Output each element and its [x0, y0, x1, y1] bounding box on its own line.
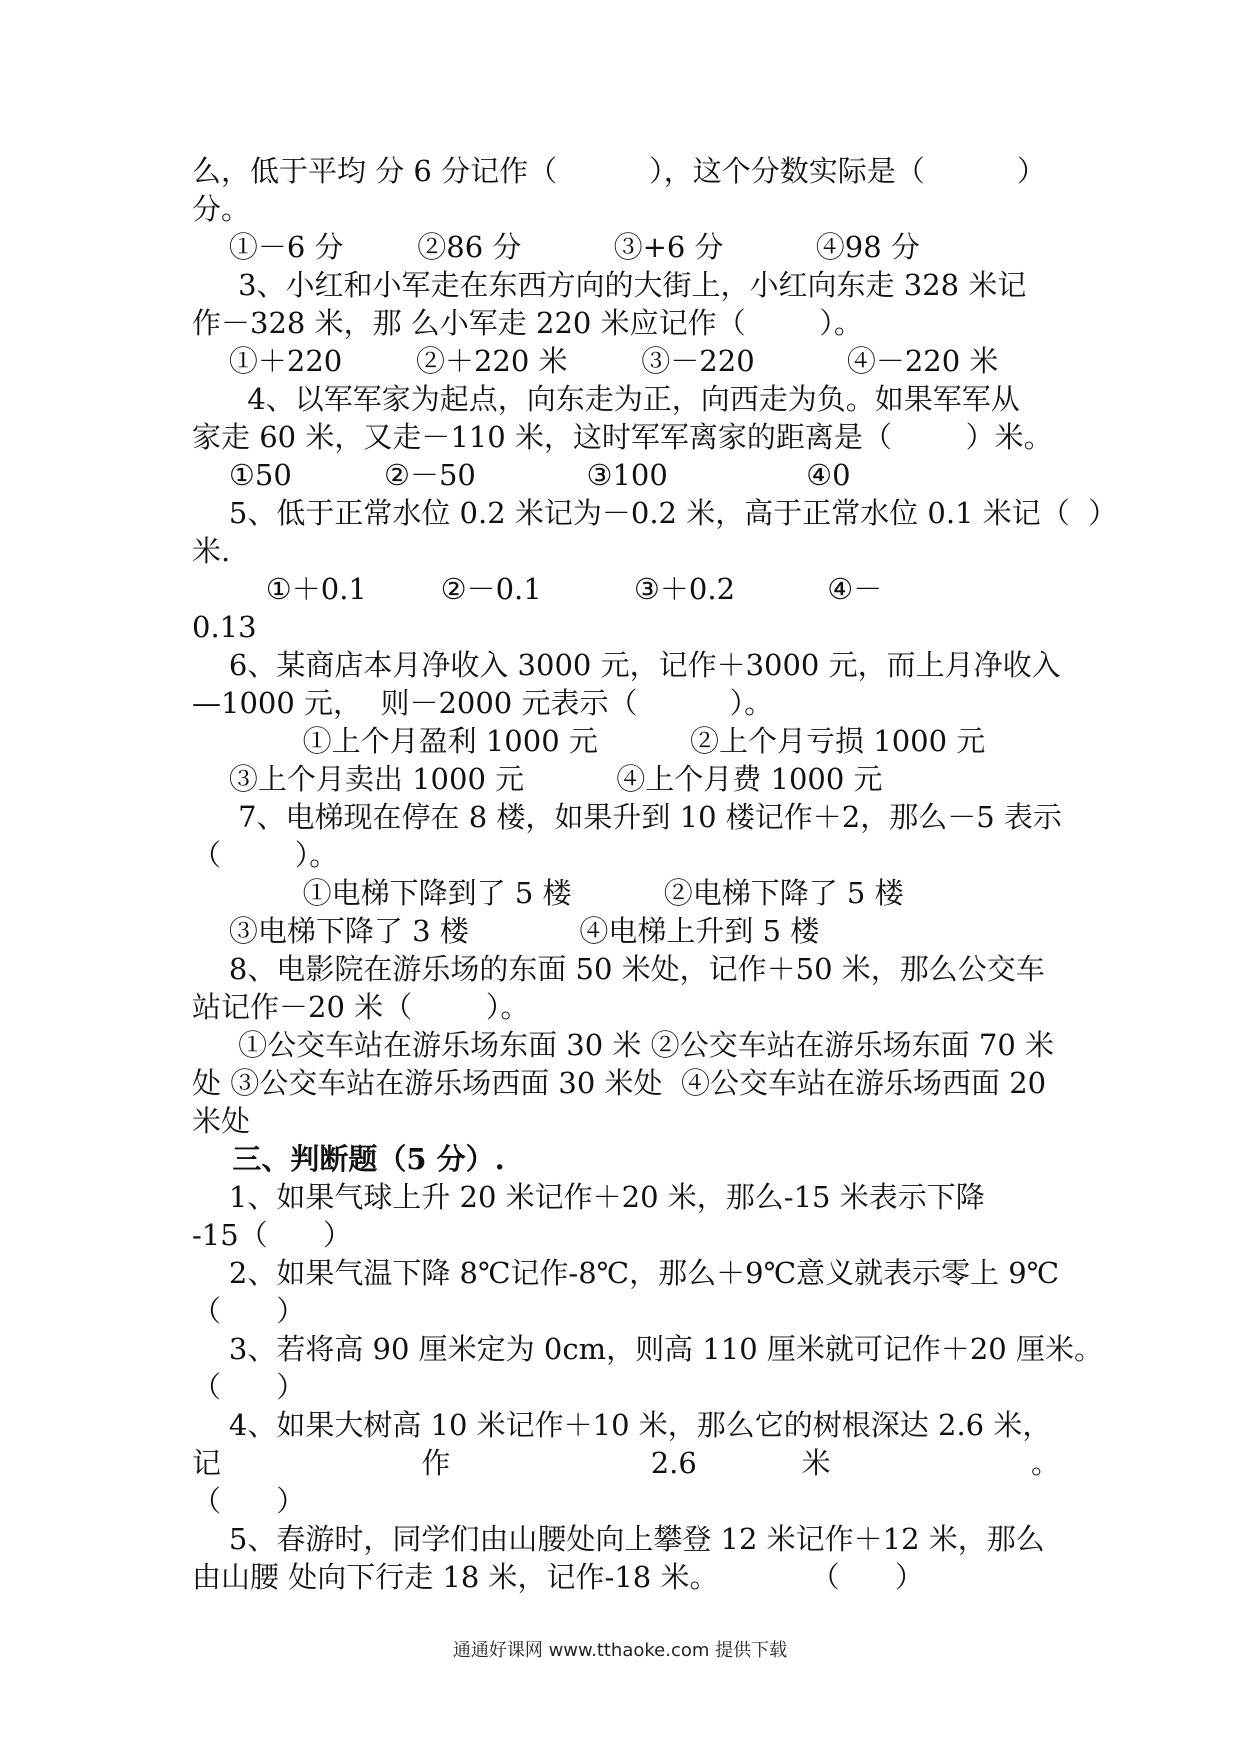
text-line: 站记作－20 米（ ）。	[192, 990, 530, 1024]
question-3: 3、小红和小军走在东西方向的大街上，小红向东走 328 米记	[192, 268, 1027, 302]
option-line: ①电梯下降到了 5 楼 ②电梯下降了 5 楼	[192, 876, 904, 910]
text-line: -15（ ）	[192, 1218, 353, 1252]
judge-3: 3、若将高 90 厘米定为 0cm，则高 110 厘米就可记作＋20 厘米。	[192, 1332, 1103, 1366]
text-line: 分。	[192, 192, 251, 226]
text-line: （ ）	[192, 1294, 306, 1328]
judge-2: 2、如果气温下降 8℃记作-8℃，那么＋9℃意义就表示零上 9℃	[192, 1256, 1060, 1290]
footer-credit: 通通好课网 www.tthaoke.com 提供下载	[452, 1640, 788, 1661]
question-6: 6、某商店本月净收入 3000 元，记作＋3000 元，而上月净收入	[192, 648, 1061, 682]
text-line: 作－328 米，那 么小军走 220 米应记作（ ）。	[192, 306, 863, 340]
option-line: ③电梯下降了 3 楼 ④电梯上升到 5 楼	[192, 914, 820, 948]
text-line: 米.	[192, 534, 231, 568]
question-5: 5、低于正常水位 0.2 米记为－0.2 米，高于正常水位 0.1 米记（ ）	[192, 496, 1118, 530]
option-line: ①－6 分 ②86 分 ③+6 分 ④98 分	[192, 230, 920, 264]
text-line: 家走 60 米，又走－110 米，这时军军离家的距离是（ ）米。	[192, 420, 1053, 454]
text-line: —1000 元， 则－2000 元表示（ ）。	[192, 686, 774, 720]
option-line: ③上个月卖出 1000 元 ④上个月费 1000 元	[192, 762, 883, 796]
judge-1: 1、如果气球上升 20 米记作＋20 米，那么-15 米表示下降	[192, 1180, 985, 1214]
option-line: ①＋220 ②＋220 米 ③－220 ④－220 米	[192, 344, 999, 378]
text-line: （ ）	[192, 1484, 306, 1518]
option-line: ①＋0.1 ②－0.1 ③＋0.2 ④－	[192, 572, 883, 606]
question-7: 7、电梯现在停在 8 楼，如果升到 10 楼记作＋2，那么－5 表示	[192, 800, 1062, 834]
text-line: 米处	[192, 1104, 251, 1138]
section-heading: 三、判断题（5 分）.	[192, 1142, 505, 1176]
option-line: 处 ③公交车站在游乐场西面 30 米处 ④公交车站在游乐场西面 20	[192, 1066, 1047, 1100]
judge-4: 4、如果大树高 10 米记作＋10 米，那么它的树根深达 2.6 米，	[192, 1408, 1052, 1442]
text-line: （ ）	[192, 1370, 306, 1404]
option-line: ①公交车站在游乐场东面 30 米 ②公交车站在游乐场东面 70 米	[192, 1028, 1054, 1062]
text-line: （ ）。	[192, 838, 339, 872]
text-line: 0.13	[192, 610, 257, 644]
text-line: 记 作 2.6 米 。	[192, 1446, 1060, 1480]
option-line: ①上个月盈利 1000 元 ②上个月亏损 1000 元	[192, 724, 986, 758]
text-line: 么，低于平均 分 6 分记作（ ），这个分数实际是（ ）	[192, 154, 1046, 188]
question-8: 8、电影院在游乐场的东面 50 米处，记作＋50 米，那么公交车	[192, 952, 1045, 986]
judge-5: 5、春游时，同学们由山腰处向上攀登 12 米记作＋12 米，那么	[192, 1522, 1045, 1556]
question-4: 4、以军军家为起点，向东走为正，向西走为负。如果军军从	[192, 382, 1020, 416]
option-line: ①50 ②－50 ③100 ④0	[192, 458, 851, 492]
text-line: 由山腰 处向下行走 18 米，记作-18 米。 （ ）	[192, 1560, 924, 1594]
